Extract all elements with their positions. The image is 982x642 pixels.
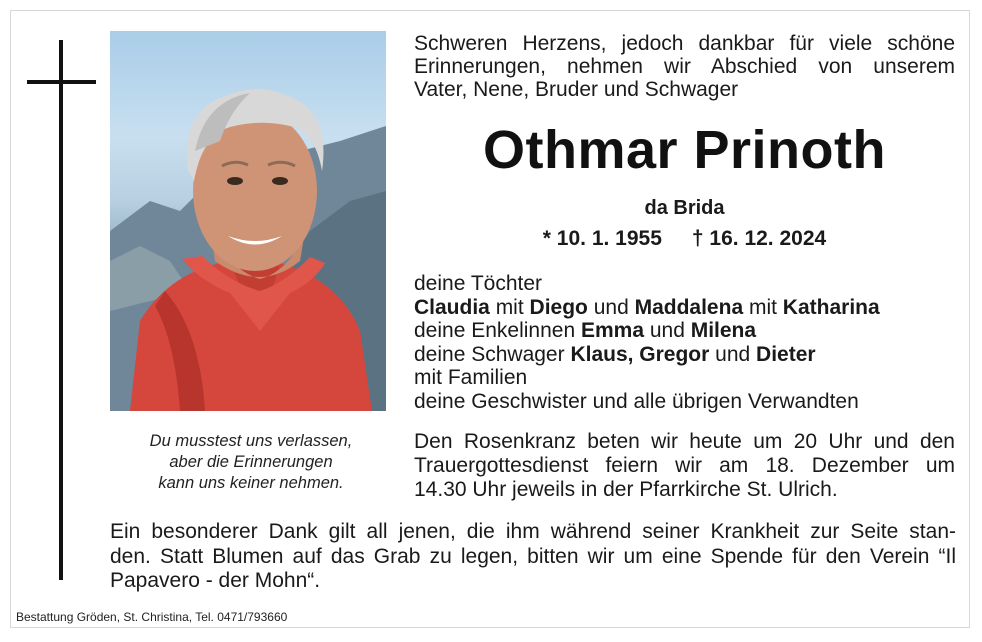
thanks-line: Papavero - der Mohn“. [110,569,321,592]
family-line: deine Enkelinnen Emma und Milena [414,319,757,342]
intro-line: Erinnerungen, nehmen wir Abschied von unserem [414,55,955,78]
death-date: † 16. 12. 2024 [691,227,827,250]
service-line: 14.30 Uhr jeweils in der Pfarrkirche St. Ulrich. [414,478,838,501]
cross-icon [59,40,63,580]
intro-line: Schweren Herzens, jedoch dankbar für viele schöne [414,32,955,55]
family-line: deine Geschwister und alle übrigen Verwandten [414,389,859,413]
service-info [414,430,955,502]
thanks-line: den. Statt Blumen auf das Grab zu legen, bitten wir um eine Spende für den Verein “Il [110,544,956,568]
quote-line: Du musstest uns verlassen, [149,432,353,450]
intro-line: Vater, Nene, Bruder und Schwager [414,78,739,101]
quote-line: kann uns keiner nehmen. [158,474,344,492]
thanks-text [110,520,956,594]
thanks-line: Ein besonderer Dank gilt all jenen, die ihm während seiner Krankheit zur Seite stan- [110,520,956,543]
family-line: Claudia mit Diego und Maddalena mit Katharina [414,295,880,319]
service-line: Den Rosenkranz beten wir heute um 20 Uhr und den [414,430,955,453]
quote-line: aber die Erinnerungen [169,453,333,471]
birth-date: * 10. 1. 1955 [542,227,662,250]
memorial-quote [112,431,390,494]
family-line: mit Familien [414,366,528,389]
service-line: Trauergottesdienst feiern wir am 18. Dezember um [414,454,955,477]
funeral-home-footer: Bestattung Gröden, St. Christina, Tel. 0471/793660 [16,610,288,624]
deceased-name: Othmar Prinoth [482,120,886,180]
cross-icon-bar [27,80,96,84]
life-dates [414,226,955,252]
portrait-photo [110,31,386,411]
family-line: deine Töchter [414,272,543,295]
deceased-nickname: da Brida [644,197,725,219]
family-list [414,272,955,413]
family-line: deine Schwager Klaus, Gregor und Dieter [414,342,816,366]
intro-text [414,32,955,101]
